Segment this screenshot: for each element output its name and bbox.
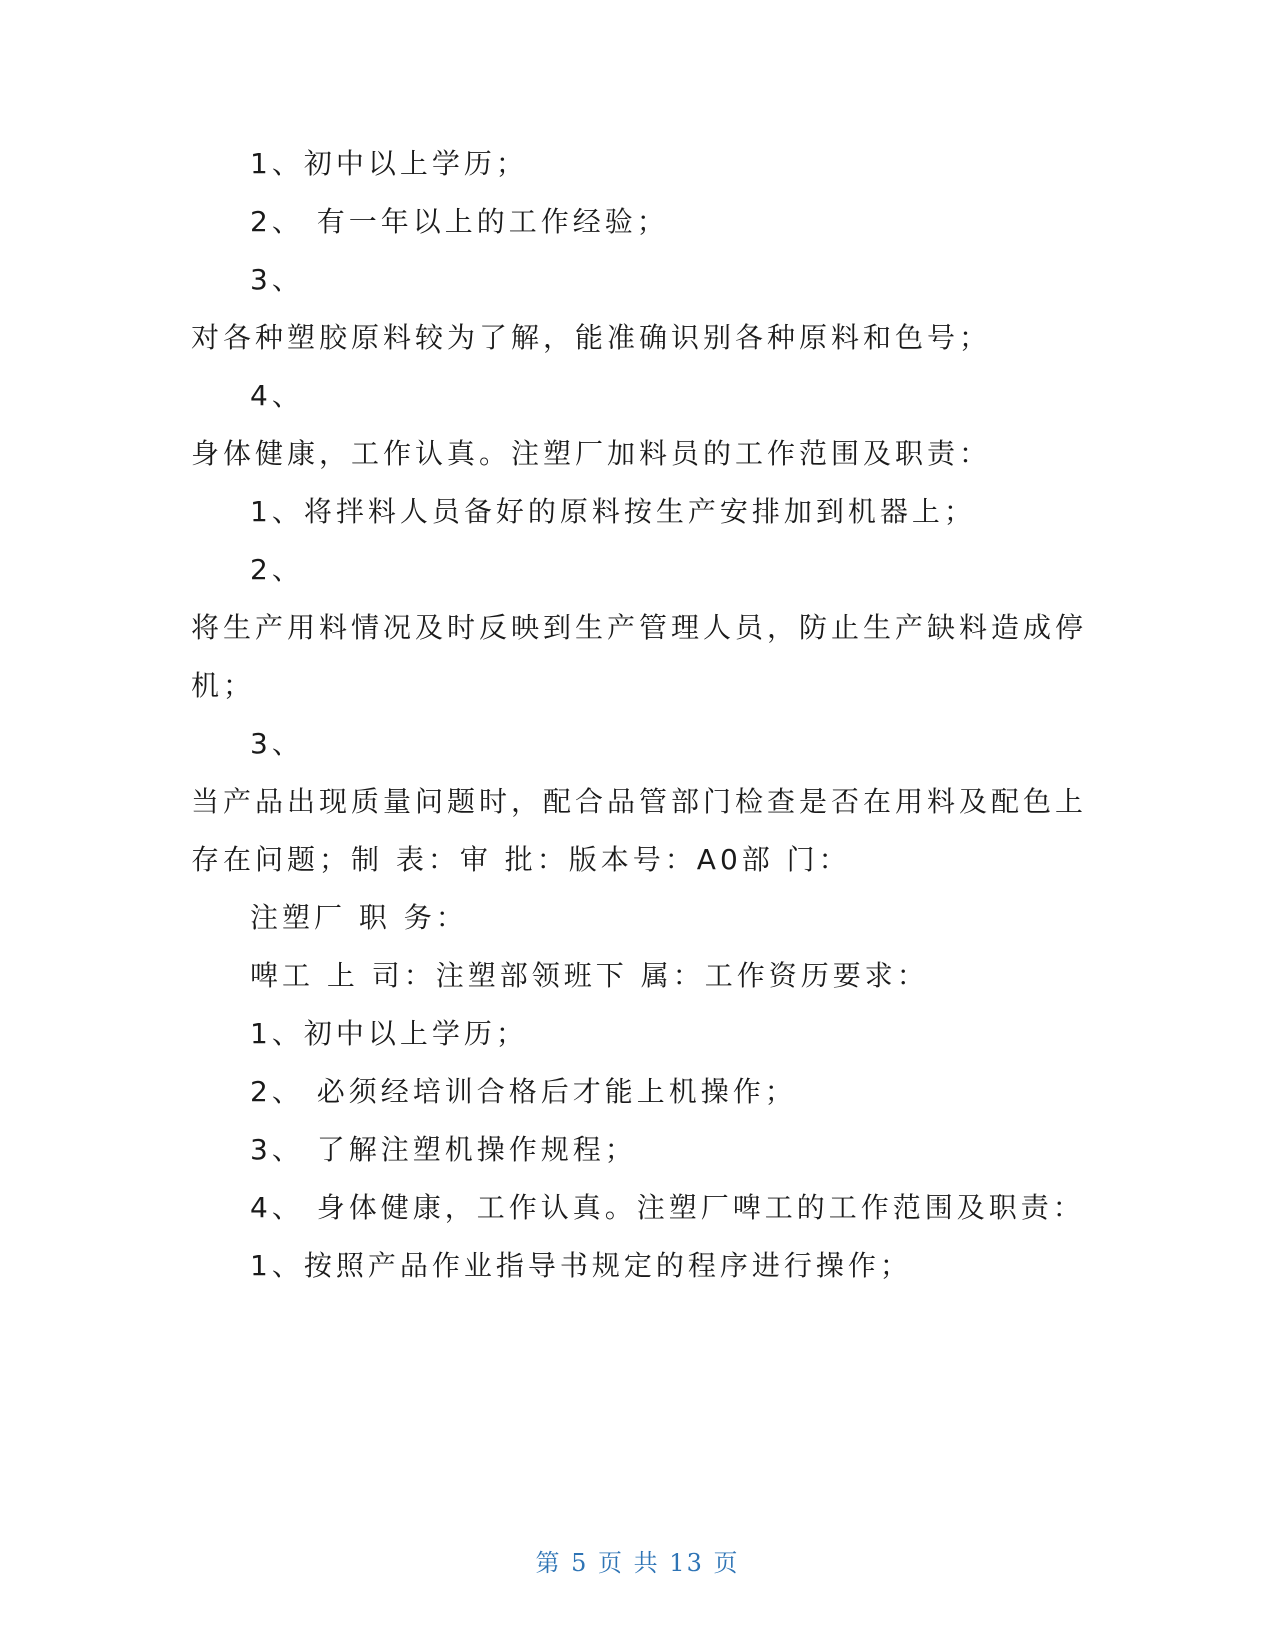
page-footer: 第 5 页 共 13 页 — [535, 1549, 740, 1577]
text-line: 机； — [191, 669, 256, 702]
text-line: 啤工 上 司：注塑部领班下 属：工作资历要求： — [250, 959, 929, 992]
text-line: 2、 必须经培训合格后才能上机操作； — [250, 1075, 797, 1108]
text-line: 4、 身体健康，工作认真。注塑厂啤工的工作范围及职责： — [250, 1191, 1085, 1224]
text-line: 将生产用料情况及时反映到生产管理人员，防止生产缺料造成停 — [191, 611, 1088, 644]
text-line: 2、 — [250, 553, 304, 586]
text-line: 1、按照产品作业指导书规定的程序进行操作； — [250, 1249, 912, 1282]
text-line: 身体健康，工作认真。注塑厂加料员的工作范围及职责： — [191, 437, 992, 470]
text-line: 对各种塑胶原料较为了解，能准确识别各种原料和色号； — [191, 321, 992, 354]
text-line: 4、 — [250, 379, 304, 412]
text-line: 存在问题；制 表：审 批：版本号：A0部 门： — [191, 843, 851, 876]
text-line: 1、将拌料人员备好的原料按生产安排加到机器上； — [250, 495, 976, 528]
text-line: 2、 有一年以上的工作经验； — [250, 205, 669, 238]
text-line: 注塑厂 职 务： — [250, 901, 468, 934]
text-line: 3、 — [250, 263, 304, 296]
text-line: 1、初中以上学历； — [250, 1017, 528, 1050]
text-line: 1、初中以上学历； — [250, 147, 528, 180]
text-line: 当产品出现质量问题时，配合品管部门检查是否在用料及配色上 — [191, 785, 1088, 818]
text-line: 3、 了解注塑机操作规程； — [250, 1133, 637, 1166]
text-line: 3、 — [250, 727, 304, 760]
